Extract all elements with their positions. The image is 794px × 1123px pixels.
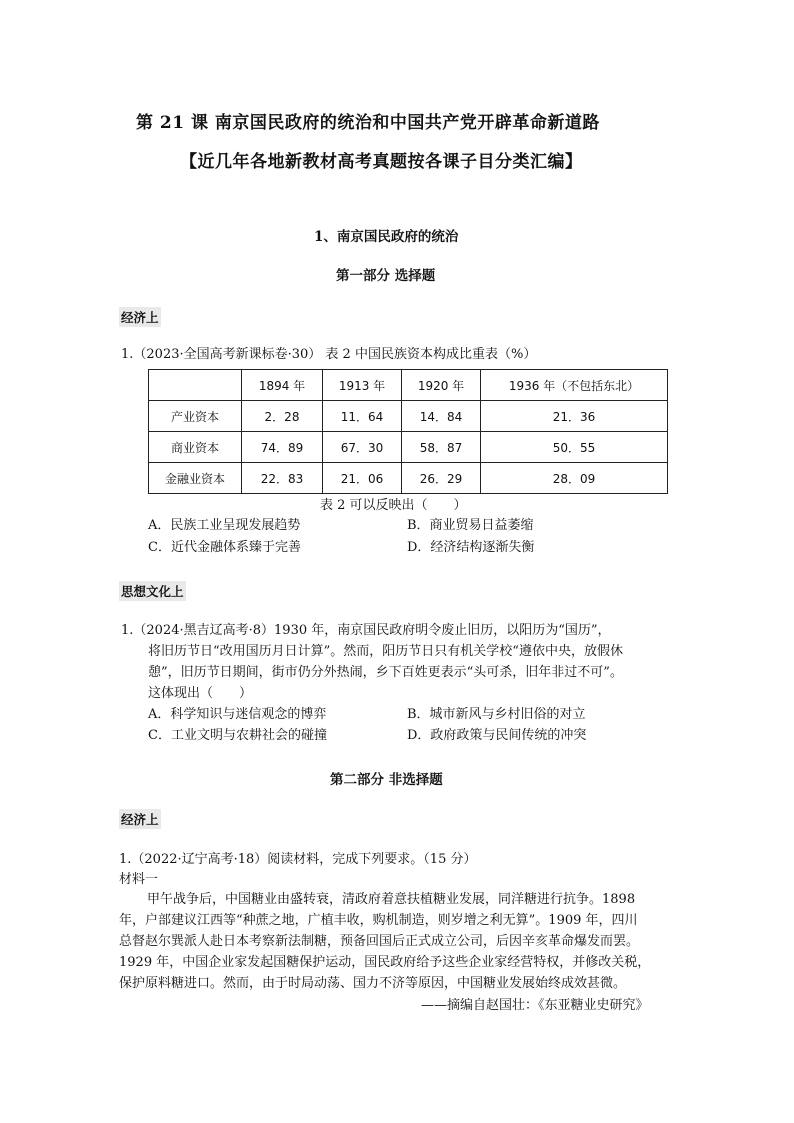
question-stem: 1.（2023·全国高考新课标卷·30） 表 2 中国民族资本构成比重表（%） (121, 347, 537, 362)
table-row (149, 432, 668, 463)
table-header-cell: 1920 年 (402, 370, 481, 401)
section-heading: 1、南京国民政府的统治 (314, 229, 459, 245)
option-b: B．商业贸易日益萎缩 (407, 518, 534, 533)
table-cell: 产业资本 (149, 401, 242, 432)
table-cell: 21．36 (481, 401, 668, 432)
table-header-cell: 1894 年 (242, 370, 323, 401)
table-row (149, 401, 668, 432)
material-label: 材料一 (119, 872, 159, 887)
table-cell: 2．28 (242, 401, 323, 432)
material-line: 保护原料糖进口。然而，由于时局动荡、国力不济等原因，中国糖业发展始终成效甚微。 (119, 976, 627, 991)
table-cell: 11．64 (323, 401, 402, 432)
category-tag-economy: 经济上 (119, 809, 161, 829)
table-header-cell: 1936 年（不包括东北） (481, 370, 668, 401)
table-cell: 22．83 (242, 463, 323, 494)
question-line: 1.（2024·黑吉辽高考·8）1930 年，南京国民政府明令废止旧历，以阳历为“国历”， (121, 623, 611, 638)
table-header-cell (149, 370, 242, 401)
table-cell: 商业资本 (149, 432, 242, 463)
material-line: 总督赵尔巽派人赴日本考察新法制糖，预备回国后正式成立公司，后因辛亥革命爆发而罢。 (119, 934, 640, 949)
material-source: ——摘编自赵国壮：《东亚糖业史研究》 (421, 998, 649, 1013)
category-tag-culture: 思想文化上 (119, 581, 186, 601)
option-c: C．近代金融体系臻于完善 (148, 540, 301, 555)
table-row (149, 463, 668, 494)
part-one-heading: 第一部分 选择题 (336, 268, 436, 284)
capital-ratio-table (148, 369, 668, 494)
material-line: 年，户部建议江西等“种蔗之地，广植丰收，购机制造，则岁增之利无算”。1909 年，四川 (119, 913, 638, 928)
option-d: D．政府政策与民间传统的冲突 (407, 728, 587, 743)
table-cell: 金融业资本 (149, 463, 242, 494)
table-cell: 21．06 (323, 463, 402, 494)
question-line: 将旧历节日“改用国历月日计算”。然而，阳历节日只有机关学校“遵依中央，放假休 (148, 644, 623, 659)
table-cell: 74．89 (242, 432, 323, 463)
option-d: D．经济结构逐渐失衡 (407, 540, 535, 555)
table-cell: 50．55 (481, 432, 668, 463)
category-tag-economy: 经济上 (119, 307, 161, 327)
option-b: B．城市新风与乡村旧俗的对立 (407, 707, 586, 722)
option-c: C．工业文明与农耕社会的碰撞 (148, 728, 327, 743)
table-cell: 58．87 (402, 432, 481, 463)
table-header-cell: 1913 年 (323, 370, 402, 401)
option-a: A．民族工业呈现发展趋势 (148, 518, 301, 533)
page-title: 第 21 课 南京国民政府的统治和中国共产党开辟革命新道路 (136, 113, 600, 133)
material-line: 甲午战争后，中国糖业由盛转衰，清政府着意扶植糖业发展，同洋糖进行抗争。1898 (147, 892, 636, 907)
table-cell: 14．84 (402, 401, 481, 432)
question-line: 这体现出（ ） (148, 686, 253, 701)
option-a: A．科学知识与迷信观念的博弈 (148, 707, 327, 722)
table-cell: 67．30 (323, 432, 402, 463)
part-two-heading: 第二部分 非选择题 (330, 772, 443, 788)
question-stem: 1.（2022·辽宁高考·18）阅读材料，完成下列要求。（15 分） (119, 852, 477, 867)
page-subtitle: 【近几年各地新教材高考真题按各课子目分类汇编】 (180, 152, 583, 172)
table-cell: 26．29 (402, 463, 481, 494)
table-cell: 28．09 (481, 463, 668, 494)
table-caption: 表 2 可以反映出（ ） (320, 498, 467, 513)
table-header-row (149, 370, 668, 401)
question-line: 憩”，旧历节日期间，街市仍分外热闹，乡下百姓更表示“头可杀，旧年非过不可”。 (148, 665, 623, 680)
material-line: 1929 年，中国企业家发起国糖保护运动，国民政府给予这些企业家经营特权，并修改关税， (119, 955, 651, 970)
